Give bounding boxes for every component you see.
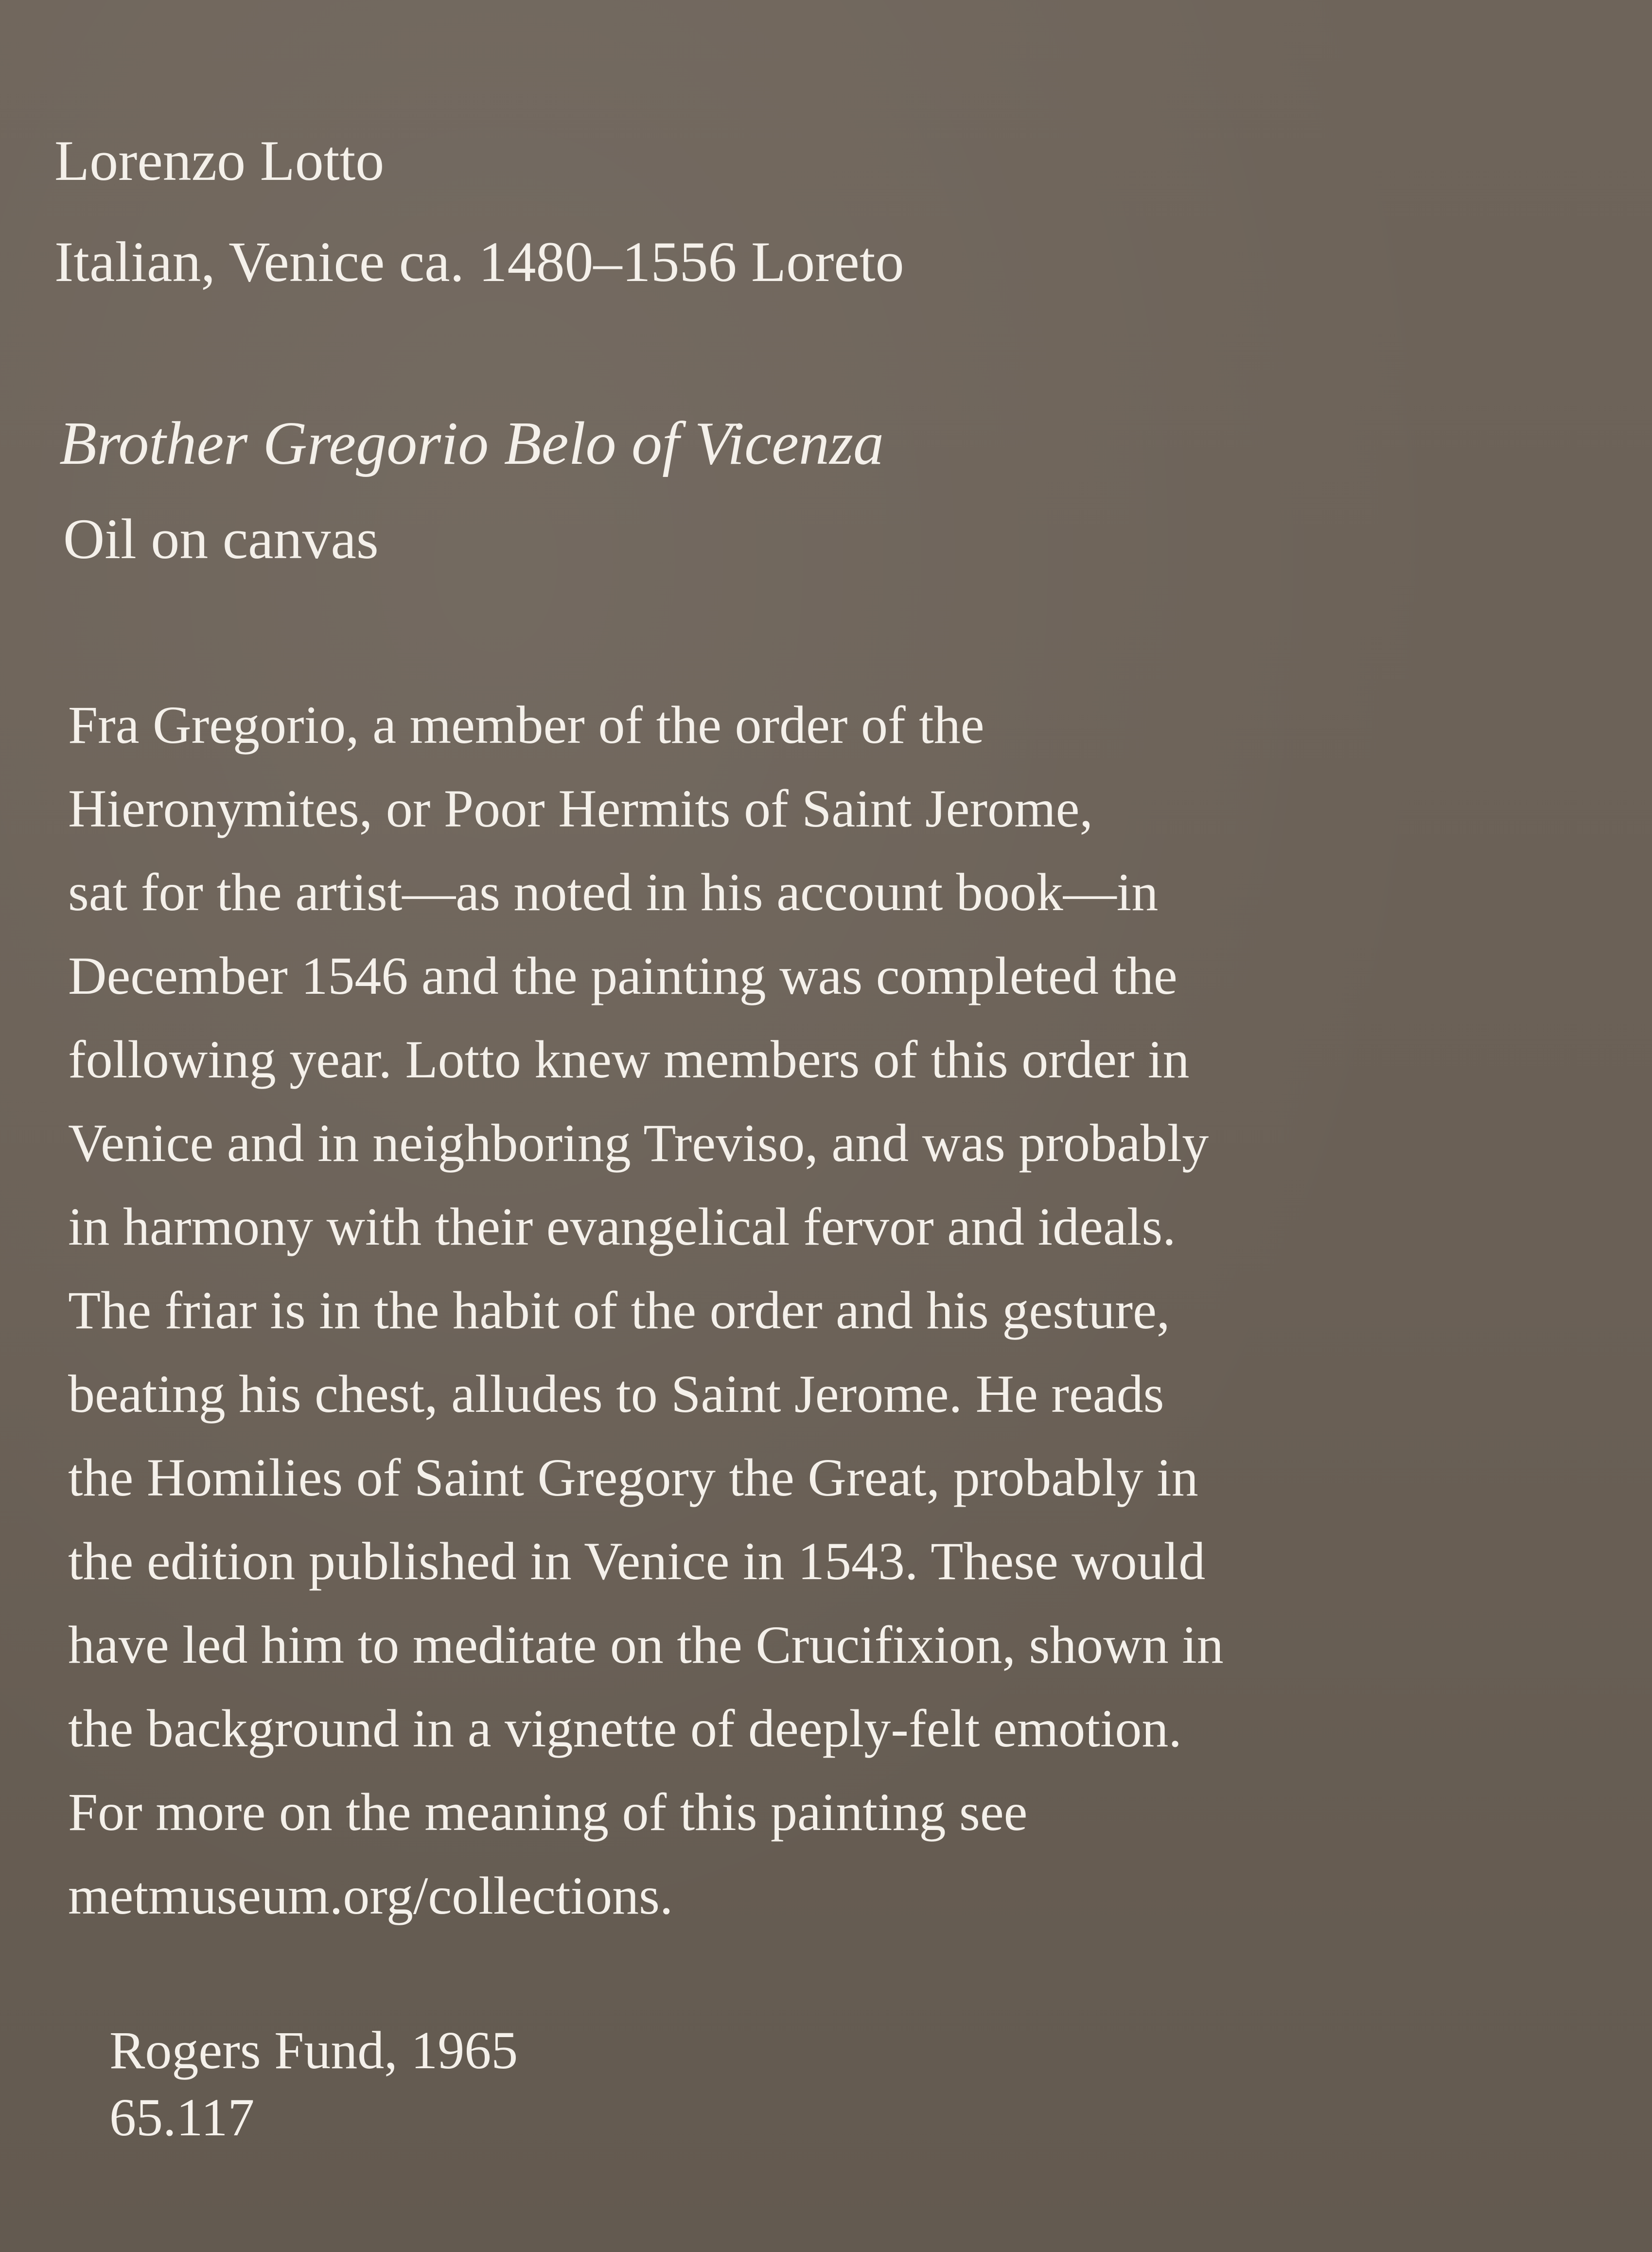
description-text	[68, 683, 1224, 1937]
description-line: Hieronymites, or Poor Hermits of Saint Jerome,	[68, 779, 1093, 838]
description-line: in harmony with their evangelical fervor and ideals.	[68, 1197, 1176, 1256]
description-line: The friar is in the habit of the order and his gesture,	[68, 1281, 1170, 1340]
artist-name: Lorenzo Lotto	[54, 129, 385, 193]
description-line: the Homilies of Saint Gregory the Great, probably in	[68, 1448, 1198, 1507]
description-line: following year. Lotto knew members of this order in	[68, 1030, 1190, 1089]
description-line: metmuseum.org/collections.	[68, 1866, 673, 1925]
artwork-title: Brother Gregorio Belo of Vicenza	[59, 410, 884, 477]
accession-number: 65.117	[109, 2088, 255, 2147]
description-line: have led him to meditate on the Crucifixion, shown in	[68, 1615, 1224, 1674]
artwork-medium: Oil on canvas	[63, 507, 379, 571]
description-line: Fra Gregorio, a member of the order of the	[68, 695, 984, 755]
description-line: beating his chest, alludes to Saint Jerome. He reads	[68, 1364, 1164, 1424]
description-line: December 1546 and the painting was completed the	[68, 946, 1177, 1005]
description-line: Venice and in neighboring Treviso, and was probably	[68, 1113, 1209, 1173]
description-line: sat for the artist—as noted in his account book—in	[68, 862, 1159, 922]
description-line: the background in a vignette of deeply-felt emotion.	[68, 1699, 1182, 1758]
credit-line: Rogers Fund, 1965	[109, 2021, 518, 2080]
description-line: the edition published in Venice in 1543. These would	[68, 1531, 1206, 1591]
artist-bio: Italian, Venice ca. 1480–1556 Loreto	[54, 230, 904, 294]
description-line: For more on the meaning of this painting see	[68, 1782, 1028, 1842]
